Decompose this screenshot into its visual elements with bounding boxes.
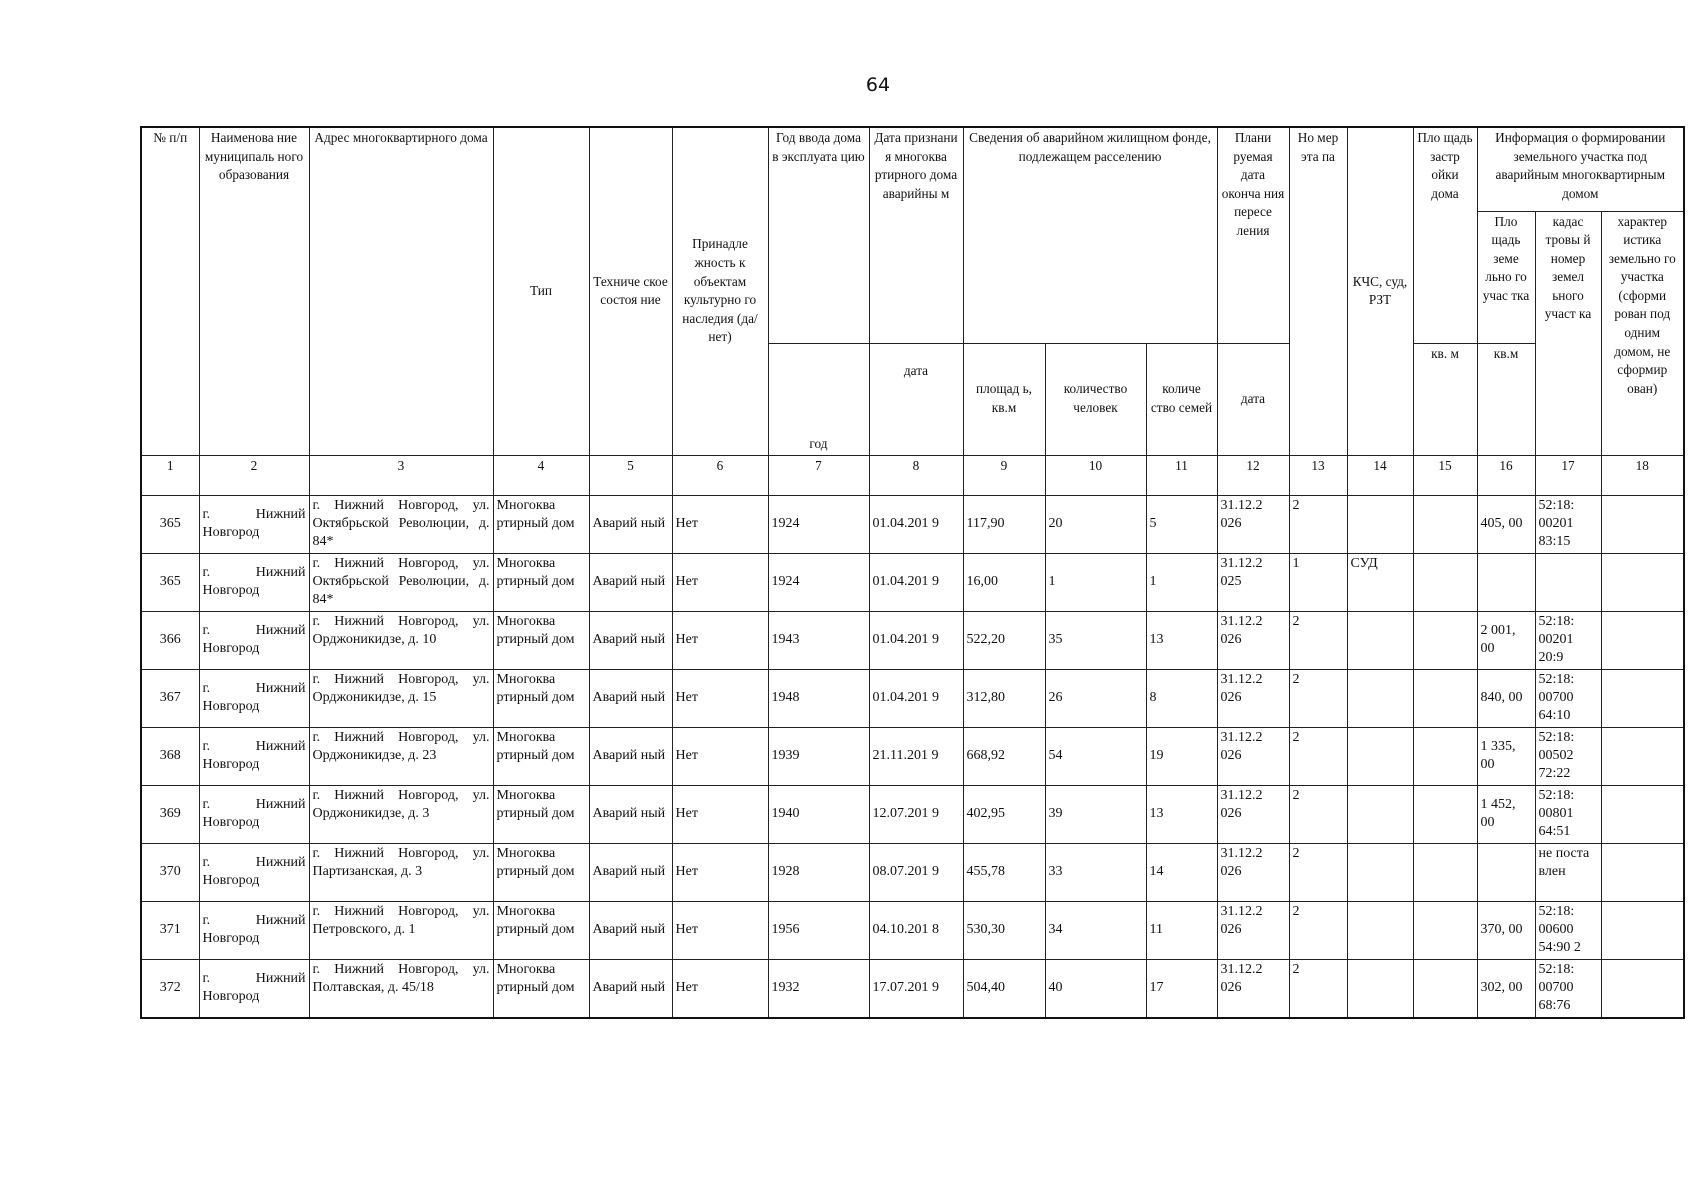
- row-address: г. Нижний Новгород, ул. Партизанская, д. 3: [309, 843, 493, 901]
- row-building-area: [1413, 669, 1477, 727]
- row-address: г. Нижний Новгород, ул. Орджоникидзе, д. 3: [309, 785, 493, 843]
- row-stage: 2: [1289, 843, 1347, 901]
- row-land-area: 2 001, 00: [1477, 611, 1535, 669]
- row-municipality: г. Нижний Новгород: [199, 959, 309, 1018]
- row-recognition-date: 08.07.201 9: [869, 843, 963, 901]
- row-recognition-date: 01.04.201 9: [869, 495, 963, 553]
- row-building-area: [1413, 901, 1477, 959]
- row-area: 117,90: [963, 495, 1045, 553]
- row-stage: 2: [1289, 495, 1347, 553]
- row-stage: 2: [1289, 611, 1347, 669]
- row-number: 372: [141, 959, 199, 1018]
- row-kchs: [1347, 495, 1413, 553]
- header-technical-state: Техниче ское состоя ние: [589, 127, 672, 455]
- column-number: 13: [1289, 455, 1347, 495]
- row-land-characteristic: [1601, 611, 1684, 669]
- table-row: [141, 611, 1684, 669]
- column-number-row: [141, 455, 1684, 495]
- row-heritage: Нет: [672, 495, 768, 553]
- header-people-count: количество человек: [1045, 343, 1146, 455]
- row-land-characteristic: [1601, 785, 1684, 843]
- row-number: 365: [141, 495, 199, 553]
- header-municipality: Наименова ние муниципаль ного образования: [199, 127, 309, 455]
- row-land-area: [1477, 553, 1535, 611]
- row-commission-year: 1948: [768, 669, 869, 727]
- row-commission-year: 1956: [768, 901, 869, 959]
- row-land-characteristic: [1601, 901, 1684, 959]
- row-municipality: г. Нижний Новгород: [199, 901, 309, 959]
- row-resettle-date: 31.12.2 026: [1217, 843, 1289, 901]
- row-land-area: 1 452, 00: [1477, 785, 1535, 843]
- row-heritage: Нет: [672, 843, 768, 901]
- row-resettle-date: 31.12.2 026: [1217, 669, 1289, 727]
- column-number: 11: [1146, 455, 1217, 495]
- column-number: 14: [1347, 455, 1413, 495]
- table-header: [141, 127, 1684, 495]
- row-people-count: 26: [1045, 669, 1146, 727]
- row-technical-state: Аварий ный: [589, 611, 672, 669]
- row-commission-year: 1924: [768, 495, 869, 553]
- header-heritage: Принадле жность к объектам культурно го наследия (да/нет): [672, 127, 768, 455]
- row-recognition-date: 01.04.201 9: [869, 611, 963, 669]
- row-resettle-date: 31.12.2 025: [1217, 553, 1289, 611]
- table-row: [141, 553, 1684, 611]
- row-kchs: [1347, 669, 1413, 727]
- row-number: 370: [141, 843, 199, 901]
- row-family-count: 14: [1146, 843, 1217, 901]
- row-stage: 2: [1289, 669, 1347, 727]
- column-number: 2: [199, 455, 309, 495]
- header-date-sub: дата: [869, 343, 963, 455]
- row-cadastral-number: 52:18: 00502 72:22: [1535, 727, 1601, 785]
- row-family-count: 17: [1146, 959, 1217, 1018]
- row-cadastral-number: [1535, 553, 1601, 611]
- row-land-area: 302, 00: [1477, 959, 1535, 1018]
- row-land-area: 1 335, 00: [1477, 727, 1535, 785]
- table-row: [141, 959, 1684, 1018]
- column-number: 9: [963, 455, 1045, 495]
- column-number: 18: [1601, 455, 1684, 495]
- row-technical-state: Аварий ный: [589, 553, 672, 611]
- row-technical-state: Аварий ный: [589, 669, 672, 727]
- row-heritage: Нет: [672, 785, 768, 843]
- row-land-area: [1477, 843, 1535, 901]
- row-cadastral-number: 52:18: 00201 83:15: [1535, 495, 1601, 553]
- row-type: Многоква ртирный дом: [493, 553, 589, 611]
- row-municipality: г. Нижний Новгород: [199, 611, 309, 669]
- row-people-count: 35: [1045, 611, 1146, 669]
- row-building-area: [1413, 727, 1477, 785]
- header-year-sub: год: [768, 343, 869, 455]
- row-type: Многоква ртирный дом: [493, 669, 589, 727]
- row-stage: 1: [1289, 553, 1347, 611]
- column-number: 5: [589, 455, 672, 495]
- row-kchs: [1347, 785, 1413, 843]
- row-municipality: г. Нижний Новгород: [199, 843, 309, 901]
- row-land-characteristic: [1601, 959, 1684, 1018]
- table-row: [141, 843, 1684, 901]
- header-area-sqm: площад ь, кв.м: [963, 343, 1045, 455]
- row-commission-year: 1932: [768, 959, 869, 1018]
- header-emergency-fund-group: Сведения об аварийном жилищном фонде, подлежащем расселению: [963, 127, 1217, 343]
- row-recognition-date: 17.07.201 9: [869, 959, 963, 1018]
- row-land-characteristic: [1601, 553, 1684, 611]
- header-cadastral-number: кадас тровы й номер земел ьного участ ка: [1535, 211, 1601, 455]
- table-row: [141, 785, 1684, 843]
- row-area: 522,20: [963, 611, 1045, 669]
- header-land-area: Пло щадь земе льно го учас тка: [1477, 211, 1535, 343]
- row-technical-state: Аварий ный: [589, 785, 672, 843]
- row-commission-year: 1943: [768, 611, 869, 669]
- row-recognition-date: 12.07.201 9: [869, 785, 963, 843]
- row-resettle-date: 31.12.2 026: [1217, 785, 1289, 843]
- row-land-characteristic: [1601, 669, 1684, 727]
- row-commission-year: 1940: [768, 785, 869, 843]
- row-area: 530,30: [963, 901, 1045, 959]
- header-kchs: КЧС, суд, РЗТ: [1347, 127, 1413, 455]
- column-number: 4: [493, 455, 589, 495]
- row-people-count: 20: [1045, 495, 1146, 553]
- row-cadastral-number: 52:18: 00700 68:76: [1535, 959, 1601, 1018]
- row-municipality: г. Нижний Новгород: [199, 553, 309, 611]
- row-kchs: [1347, 901, 1413, 959]
- header-recognition-date: Дата признани я многоква ртирного дома аварийны м: [869, 127, 963, 343]
- header-address: Адрес многоквартирного дома: [309, 127, 493, 455]
- row-technical-state: Аварий ный: [589, 959, 672, 1018]
- column-number: 10: [1045, 455, 1146, 495]
- header-type: Тип: [493, 127, 589, 455]
- row-building-area: [1413, 959, 1477, 1018]
- row-area: 402,95: [963, 785, 1045, 843]
- row-type: Многоква ртирный дом: [493, 727, 589, 785]
- row-type: Многоква ртирный дом: [493, 959, 589, 1018]
- table-row: [141, 669, 1684, 727]
- row-address: г. Нижний Новгород, ул. Полтавская, д. 45/18: [309, 959, 493, 1018]
- header-land-area-unit: кв.м: [1477, 343, 1535, 455]
- row-cadastral-number: 52:18: 00201 20:9: [1535, 611, 1601, 669]
- row-family-count: 13: [1146, 611, 1217, 669]
- row-heritage: Нет: [672, 959, 768, 1018]
- header-stage-number: Но мер эта па: [1289, 127, 1347, 455]
- row-land-characteristic: [1601, 495, 1684, 553]
- column-number: 3: [309, 455, 493, 495]
- row-land-area: 840, 00: [1477, 669, 1535, 727]
- row-area: 504,40: [963, 959, 1045, 1018]
- header-planned-resettlement: Плани руемая дата оконча ния пересе ления: [1217, 127, 1289, 343]
- row-resettle-date: 31.12.2 026: [1217, 727, 1289, 785]
- row-address: г. Нижний Новгород, ул. Орджоникидзе, д. 10: [309, 611, 493, 669]
- row-technical-state: Аварий ный: [589, 843, 672, 901]
- row-cadastral-number: 52:18: 00801 64:51: [1535, 785, 1601, 843]
- row-area: 668,92: [963, 727, 1045, 785]
- row-cadastral-number: не поста влен: [1535, 843, 1601, 901]
- row-cadastral-number: 52:18: 00700 64:10: [1535, 669, 1601, 727]
- row-type: Многоква ртирный дом: [493, 901, 589, 959]
- page-number: 64: [865, 74, 891, 96]
- row-commission-year: 1928: [768, 843, 869, 901]
- row-heritage: Нет: [672, 611, 768, 669]
- row-land-area: 405, 00: [1477, 495, 1535, 553]
- row-building-area: [1413, 495, 1477, 553]
- row-number: 368: [141, 727, 199, 785]
- row-number: 371: [141, 901, 199, 959]
- row-kchs: СУД: [1347, 553, 1413, 611]
- row-land-characteristic: [1601, 843, 1684, 901]
- row-type: Многоква ртирный дом: [493, 495, 589, 553]
- row-heritage: Нет: [672, 901, 768, 959]
- row-address: г. Нижний Новгород, ул. Орджоникидзе, д. 15: [309, 669, 493, 727]
- row-resettle-date: 31.12.2 026: [1217, 901, 1289, 959]
- row-kchs: [1347, 843, 1413, 901]
- row-type: Многоква ртирный дом: [493, 611, 589, 669]
- row-stage: 2: [1289, 901, 1347, 959]
- table-row: [141, 901, 1684, 959]
- row-building-area: [1413, 553, 1477, 611]
- row-land-area: 370, 00: [1477, 901, 1535, 959]
- row-area: 312,80: [963, 669, 1045, 727]
- row-resettle-date: 31.12.2 026: [1217, 611, 1289, 669]
- row-resettle-date: 31.12.2 026: [1217, 495, 1289, 553]
- header-family-count: количе ство семей: [1146, 343, 1217, 455]
- row-heritage: Нет: [672, 553, 768, 611]
- row-resettle-date: 31.12.2 026: [1217, 959, 1289, 1018]
- column-number: 6: [672, 455, 768, 495]
- row-kchs: [1347, 959, 1413, 1018]
- header-land-plot-group: Информация о формировании земельного участка под аварийным многоквартирным домом: [1477, 127, 1684, 211]
- row-family-count: 11: [1146, 901, 1217, 959]
- table-row: [141, 495, 1684, 553]
- row-municipality: г. Нижний Новгород: [199, 669, 309, 727]
- row-municipality: г. Нижний Новгород: [199, 727, 309, 785]
- row-number: 367: [141, 669, 199, 727]
- row-number: 365: [141, 553, 199, 611]
- row-area: 455,78: [963, 843, 1045, 901]
- table-row: [141, 727, 1684, 785]
- row-recognition-date: 04.10.201 8: [869, 901, 963, 959]
- row-people-count: 33: [1045, 843, 1146, 901]
- column-number: 1: [141, 455, 199, 495]
- row-commission-year: 1939: [768, 727, 869, 785]
- row-building-area: [1413, 785, 1477, 843]
- row-area: 16,00: [963, 553, 1045, 611]
- row-recognition-date: 01.04.201 9: [869, 669, 963, 727]
- column-number: 12: [1217, 455, 1289, 495]
- row-kchs: [1347, 727, 1413, 785]
- column-number: 15: [1413, 455, 1477, 495]
- row-people-count: 34: [1045, 901, 1146, 959]
- row-heritage: Нет: [672, 727, 768, 785]
- row-number: 369: [141, 785, 199, 843]
- row-address: г. Нижний Новгород, ул. Петровского, д. 1: [309, 901, 493, 959]
- row-recognition-date: 21.11.201 9: [869, 727, 963, 785]
- row-cadastral-number: 52:18: 00600 54:90 2: [1535, 901, 1601, 959]
- header-building-area-unit: кв. м: [1413, 343, 1477, 455]
- row-address: г. Нижний Новгород, ул. Октябрьской Революции, д. 84*: [309, 553, 493, 611]
- column-number: 8: [869, 455, 963, 495]
- row-building-area: [1413, 843, 1477, 901]
- row-municipality: г. Нижний Новгород: [199, 495, 309, 553]
- row-recognition-date: 01.04.201 9: [869, 553, 963, 611]
- row-address: г. Нижний Новгород, ул. Орджоникидзе, д. 23: [309, 727, 493, 785]
- header-number: № п/п: [141, 127, 199, 455]
- row-building-area: [1413, 611, 1477, 669]
- row-people-count: 39: [1045, 785, 1146, 843]
- row-family-count: 8: [1146, 669, 1217, 727]
- row-commission-year: 1924: [768, 553, 869, 611]
- row-people-count: 54: [1045, 727, 1146, 785]
- housing-registry-table: [140, 126, 1685, 1019]
- row-people-count: 40: [1045, 959, 1146, 1018]
- row-land-characteristic: [1601, 727, 1684, 785]
- row-family-count: 1: [1146, 553, 1217, 611]
- header-building-area: Пло щадь застр ойки дома: [1413, 127, 1477, 343]
- column-number: 17: [1535, 455, 1601, 495]
- row-municipality: г. Нижний Новгород: [199, 785, 309, 843]
- row-technical-state: Аварий ный: [589, 727, 672, 785]
- row-stage: 2: [1289, 727, 1347, 785]
- header-commission-year: Год ввода дома в эксплуата цию: [768, 127, 869, 343]
- row-stage: 2: [1289, 785, 1347, 843]
- row-family-count: 19: [1146, 727, 1217, 785]
- row-family-count: 5: [1146, 495, 1217, 553]
- row-type: Многоква ртирный дом: [493, 785, 589, 843]
- header-land-characteristic: характер истика земельно го участка (сформи рован под одним домом, не сформир ован): [1601, 211, 1684, 455]
- row-type: Многоква ртирный дом: [493, 843, 589, 901]
- header-resettle-date-sub: дата: [1217, 343, 1289, 455]
- row-address: г. Нижний Новгород, ул. Октябрьской Революции, д. 84*: [309, 495, 493, 553]
- row-stage: 2: [1289, 959, 1347, 1018]
- row-number: 366: [141, 611, 199, 669]
- table-body: [141, 495, 1684, 1018]
- row-people-count: 1: [1045, 553, 1146, 611]
- column-number: 16: [1477, 455, 1535, 495]
- row-technical-state: Аварий ный: [589, 495, 672, 553]
- row-kchs: [1347, 611, 1413, 669]
- row-family-count: 13: [1146, 785, 1217, 843]
- row-heritage: Нет: [672, 669, 768, 727]
- column-number: 7: [768, 455, 869, 495]
- row-technical-state: Аварий ный: [589, 901, 672, 959]
